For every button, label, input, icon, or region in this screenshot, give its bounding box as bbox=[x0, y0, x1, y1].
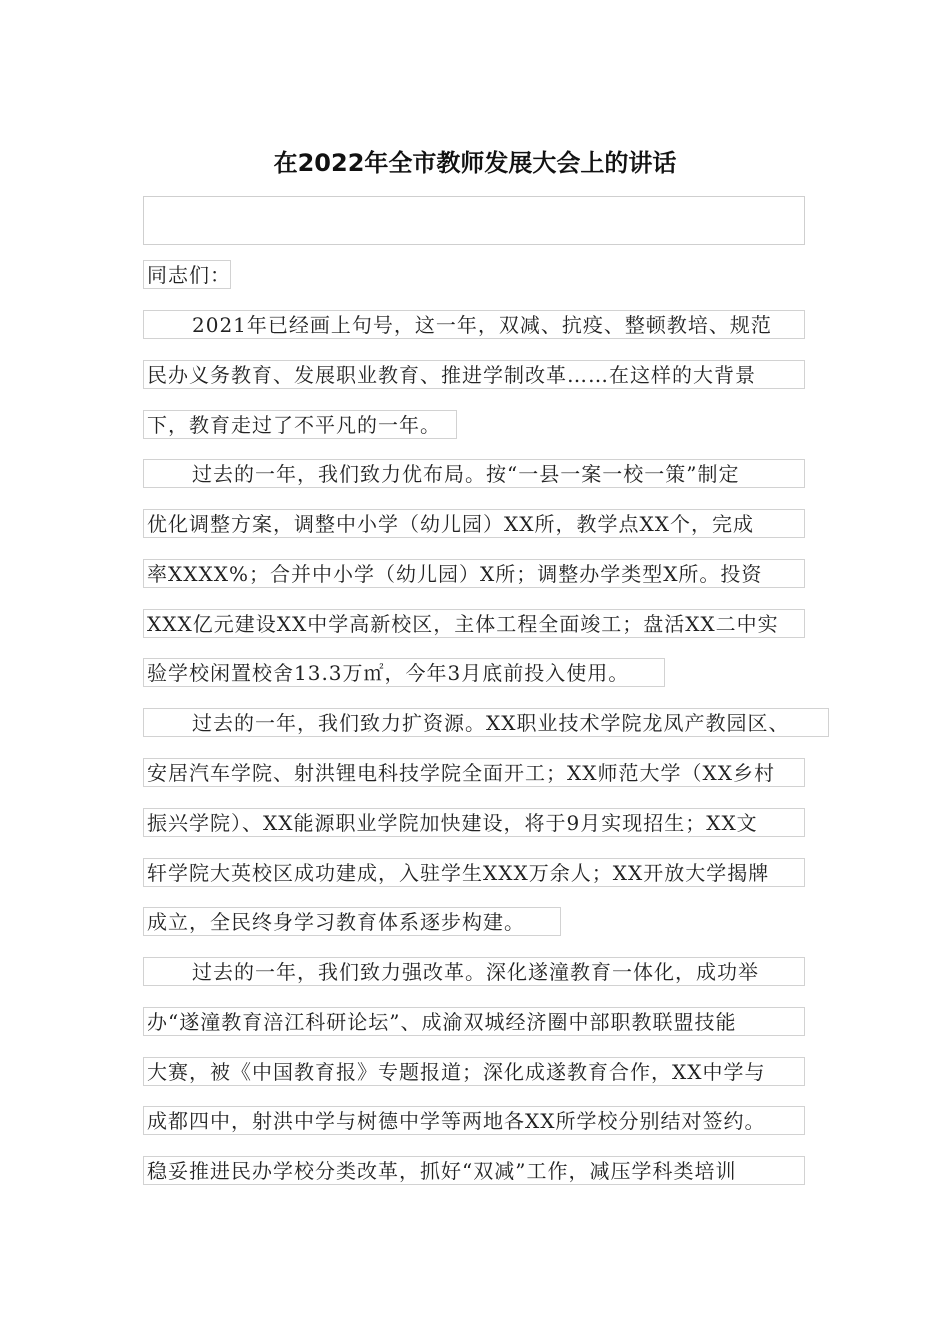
document-title: 在2022年全市教师发展大会上的讲话 bbox=[273, 149, 677, 177]
salutation: 同志们： bbox=[143, 260, 231, 289]
paragraph-line: 稳妥推进民办学校分类改革，抓好“双减”工作，减压学科类培训 bbox=[143, 1156, 805, 1185]
paragraph-line: 安居汽车学院、射洪锂电科技学院全面开工；XX师范大学（XX乡村 bbox=[143, 758, 805, 787]
paragraph-line: 优化调整方案，调整中小学（幼儿园）XX所，教学点XX个，完成 bbox=[143, 509, 805, 538]
paragraph-line: 成立，全民终身学习教育体系逐步构建。 bbox=[143, 907, 561, 936]
paragraph-line: 成都四中，射洪中学与树德中学等两地各XX所学校分别结对签约。 bbox=[143, 1106, 805, 1135]
paragraph-line: 过去的一年，我们致力扩资源。XX职业技术学院龙凤产教园区、 bbox=[143, 708, 829, 737]
paragraph-line: 民办义务教育、发展职业教育、推进学制改革……在这样的大背景 bbox=[143, 360, 805, 389]
paragraph-line: 过去的一年，我们致力强改革。深化遂潼教育一体化，成功举 bbox=[143, 957, 805, 986]
paragraph-line: 振兴学院）、XX能源职业学院加快建设，将于9月实现招生；XX文 bbox=[143, 808, 805, 837]
paragraph-line: 大赛，被《中国教育报》专题报道；深化成遂教育合作，XX中学与 bbox=[143, 1057, 805, 1086]
paragraph-line: 下，教育走过了不平凡的一年。 bbox=[143, 410, 457, 439]
blank-box bbox=[143, 196, 805, 245]
paragraph-line: 验学校闲置校舍13.3万㎡，今年3月底前投入使用。 bbox=[143, 658, 665, 687]
paragraph-line: 过去的一年，我们致力优布局。按“一县一案一校一策”制定 bbox=[143, 459, 805, 488]
paragraph-line: 轩学院大英校区成功建成，入驻学生XXX万余人；XX开放大学揭牌 bbox=[143, 858, 805, 887]
paragraph-line: 办“遂潼教育涪江科研论坛”、成渝双城经济圈中部职教联盟技能 bbox=[143, 1007, 805, 1036]
paragraph-line: XXX亿元建设XX中学高新校区，主体工程全面竣工；盘活XX二中实 bbox=[143, 609, 805, 638]
paragraph-line: 2021年已经画上句号，这一年，双减、抗疫、整顿教培、规范 bbox=[143, 310, 805, 339]
paragraph-line: 率XXXX%；合并中小学（幼儿园）X所；调整办学类型X所。投资 bbox=[143, 559, 805, 588]
